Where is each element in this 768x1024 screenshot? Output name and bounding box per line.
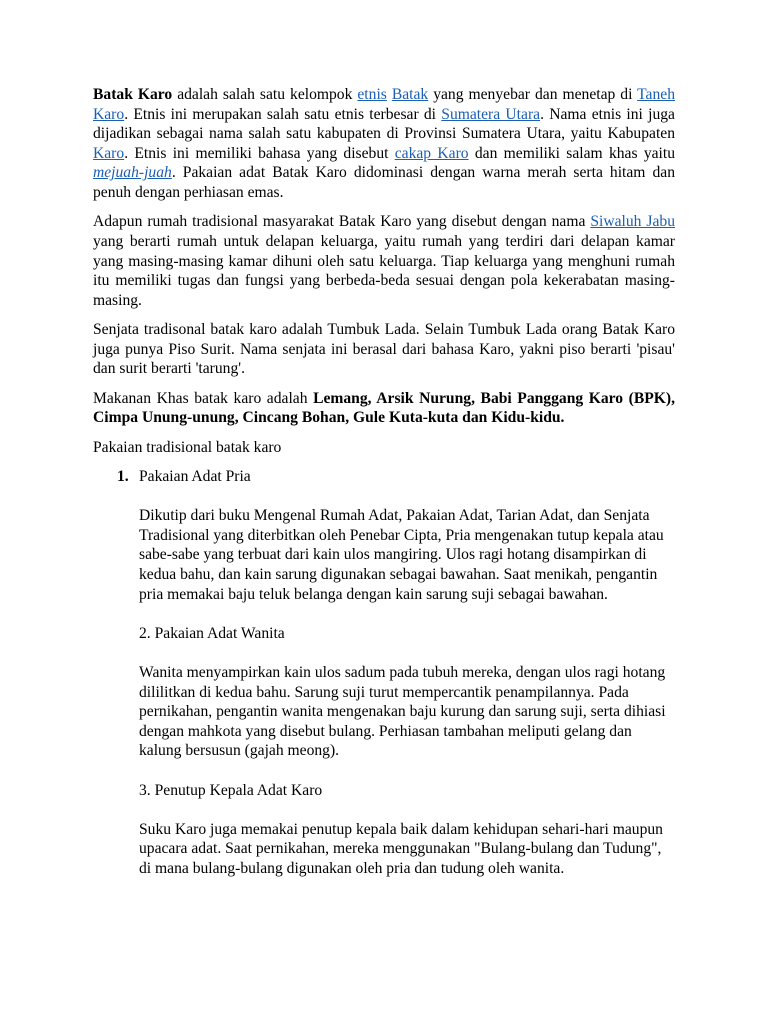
text-span: . Etnis ini merupakan salah satu etnis terbesar di [124, 105, 442, 123]
text-span: . Pakaian adat Batak Karo didominasi dengan warna merah serta hitam dan penuh dengan perhiasan emas. [93, 164, 675, 201]
text-span: Adapun rumah tradisional masyarakat Batak Karo yang disebut dengan nama [93, 213, 591, 231]
list-item-title: 3. Penutup Kepala Adat Karo [139, 781, 323, 799]
paragraph-senjata: Senjata tradisonal batak karo adalah Tumbuk Lada. Selain Tumbuk Lada orang Batak Karo juga punya Piso Surit. Nama senjata ini berasal dari bahasa Karo, yakni piso berarti 'pisau' dan surit berarti 'tarung'. [93, 321, 675, 378]
list-item-body [139, 467, 675, 878]
list-item-title: 2. Pakaian Adat Wanita [139, 624, 285, 642]
link-mejuah-juah[interactable]: mejuah-juah [93, 164, 172, 182]
text-span: . Etnis ini memiliki bahasa yang disebut [124, 144, 395, 162]
link-batak[interactable]: Batak [391, 86, 429, 103]
list-item-text: Dikutip dari buku Mengenal Rumah Adat, Pakaian Adat, Tarian Adat, dan Senjata Tradisional yang diterbitkan oleh Penebar Cipta, Pria mengenakan tutup kepala atau sabe-sabe yang terbuat dari kain ulos mangiring. Ulos ragi hotang disampirkan di kedua bahu, dan kain sarung digunakan sebagai bawahan. Saat menikah, pengantin pria memakai baju teluk belanga dengan kain sarung suji sebagai bawahan. [139, 507, 664, 603]
link-karo[interactable]: Karo [93, 144, 125, 162]
paragraph-rumah-adat [93, 212, 675, 310]
text-span: yang berarti rumah untuk delapan keluarga, yaitu rumah yang terdiri dari delapan kamar yang masing-masing kamar dihuni oleh satu keluarga. Tiap keluarga yang menghuni rumah itu memiliki tugas dan fungsi yang berbeda-beda sesuai dengan pola kekerabatan masing-masing. [93, 232, 675, 309]
pakaian-list [93, 467, 675, 878]
spacer [139, 761, 675, 781]
paragraph-pakaian-heading: Pakaian tradisional batak karo [93, 438, 282, 456]
list-item [93, 467, 675, 878]
term-batak-karo: Batak Karo [93, 86, 173, 103]
paragraph-makanan [93, 389, 675, 428]
list-number: 1. [117, 468, 129, 486]
list-item-text: Wanita menyampirkan kain ulos sadum pada tubuh mereka, dengan ulos ragi hotang dililitkan di kedua bahu. Sarung suji turut mempercantik penampilannya. Pada pernikahan, pengantin wanita mengenakan baju kurung dan sarung suji, serta dihiasi dengan mahkota yang disebut bulang. Perhiasan tambahan meliputi gelang dan kalung bersusun (gajah meong). [139, 664, 666, 760]
spacer [139, 800, 675, 820]
spacer [139, 643, 675, 663]
link-taneh-karo[interactable]: Taneh Karo [93, 86, 675, 123]
text-span: . Nama etnis ini juga dijadikan sebagai nama salah satu kabupaten di Provinsi Sumatera Utara, yaitu Kabupaten [93, 105, 675, 143]
link-siwaluh-jabu[interactable]: Siwaluh Jabu [590, 213, 676, 231]
text-span: yang menyebar dan menetap di [428, 86, 638, 103]
link-etnis[interactable]: etnis [357, 86, 387, 103]
spacer [139, 604, 675, 624]
text-span: dan memiliki salam khas yaitu [468, 144, 675, 162]
list-item-text: Suku Karo juga memakai penutup kepala baik dalam kehidupan sehari-hari maupun upacara adat. Saat pernikahan, mereka menggunakan "Bulang-bulang dan Tudung", di mana bulang-bulang digunakan oleh pria dan tudung oleh wanita. [139, 820, 663, 877]
makanan-list: Lemang, Arsik Nurung, Babi Panggang Karo (BPK), Cimpa Unung-unung, Cincang Bohan, Gule Kuta-kuta dan Kidu-kidu. [93, 389, 676, 427]
link-cakap-karo[interactable]: cakap Karo [394, 144, 469, 162]
paragraph-intro [93, 85, 675, 203]
link-sumatera-utara[interactable]: Sumatera Utara [441, 105, 541, 123]
spacer [139, 487, 675, 507]
list-item-title: Pakaian Adat Pria [139, 468, 251, 486]
text-span: Makanan Khas batak karo adalah [93, 389, 314, 407]
text-span: adalah salah satu kelompok [172, 86, 358, 103]
